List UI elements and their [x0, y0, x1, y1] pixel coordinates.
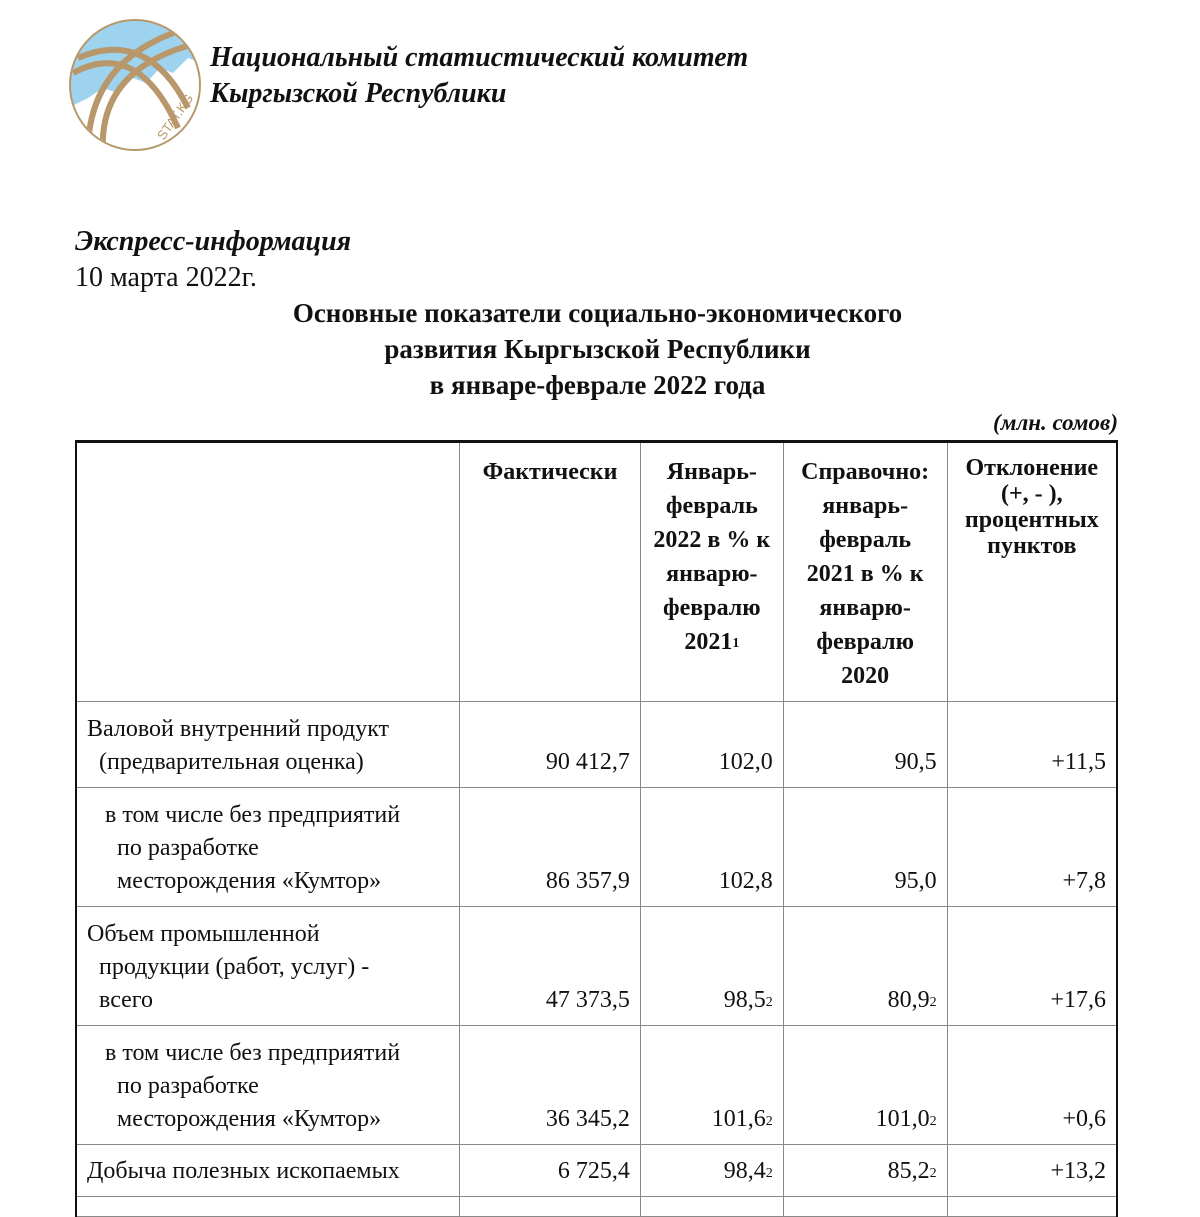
cell-ref: 95,0: [783, 788, 947, 907]
cell-actual: 36 345,2: [460, 1026, 641, 1145]
cell-actual: 86 357,9: [460, 788, 641, 907]
unit-label: (млн. сомов): [993, 410, 1118, 435]
header-empty: [76, 442, 460, 702]
cell-actual: 47 373,5: [460, 907, 641, 1026]
cell-pct: 98,4$^2$: [640, 1145, 783, 1197]
header-deviation: Отклонение (+, - ), процентных пунктов: [947, 442, 1117, 702]
cell-pct: 102,8: [640, 788, 783, 907]
cell-deviation: +17,6: [947, 907, 1117, 1026]
doc-title-line1: Основные показатели социально-экономического: [292, 298, 903, 328]
cell-actual: 90 412,7: [460, 702, 641, 788]
cell-ref: 101,0$^2$: [783, 1026, 947, 1145]
cell-deviation: +0,6: [947, 1026, 1117, 1145]
cell-ref: 85,2$^2$: [783, 1145, 947, 1197]
table-row: [76, 702, 1117, 788]
table-row: [76, 907, 1117, 1026]
header-pct: Январь-февраль 2022 в % к январю-февралю 2021$^1$: [640, 442, 783, 702]
cell-pct: 98,5$^2$: [640, 907, 783, 1026]
row-label: в том числе без предприятий по разработке месторождения «Кумтор»: [76, 1026, 460, 1145]
table-row: [76, 788, 1117, 907]
row-label: в том числе без предприятий по разработке месторождения «Кумтор»: [76, 788, 460, 907]
cell-ref: 80,9$^2$: [783, 907, 947, 1026]
cell-pct: 102,0: [640, 702, 783, 788]
doc-title-line3: в январе-феврале 2022 года: [429, 370, 766, 400]
cell-deviation: +7,8: [947, 788, 1117, 907]
indicators-table: [75, 440, 1118, 1217]
row-label: Валовой внутренний продукт (предварительная оценка): [76, 702, 460, 788]
cell-pct: 101,6$^2$: [640, 1026, 783, 1145]
row-label: Добыча полезных ископаемых: [76, 1145, 460, 1197]
table-row: [76, 1026, 1117, 1145]
cell-actual: 6 725,4: [460, 1145, 641, 1197]
table-row: [76, 1145, 1117, 1197]
cell-deviation: +11,5: [947, 702, 1117, 788]
cell-deviation: +13,2: [947, 1145, 1117, 1197]
header-actual: Фактически: [460, 442, 641, 702]
row-label: Объем промышленной продукции (работ, услуг) - всего: [76, 907, 460, 1026]
table-header-row: [76, 442, 1117, 702]
svg-text:STAT.KG: STAT.KG: [153, 91, 197, 143]
doc-type: Экспресс-информация: [75, 226, 352, 257]
doc-title-line2: развития Кыргызской Республики: [384, 334, 811, 364]
org-name-line1: Национальный статистический комитет: [210, 42, 749, 73]
cell-ref: 90,5: [783, 702, 947, 788]
doc-date: 10 марта 2022г.: [75, 262, 257, 293]
org-name-line2: Кыргызской Республики: [210, 78, 507, 109]
header-ref: Справочно: январь-февраль 2021 в % к январю-февралю 2020: [783, 442, 947, 702]
stat-kg-logo: [68, 18, 202, 152]
